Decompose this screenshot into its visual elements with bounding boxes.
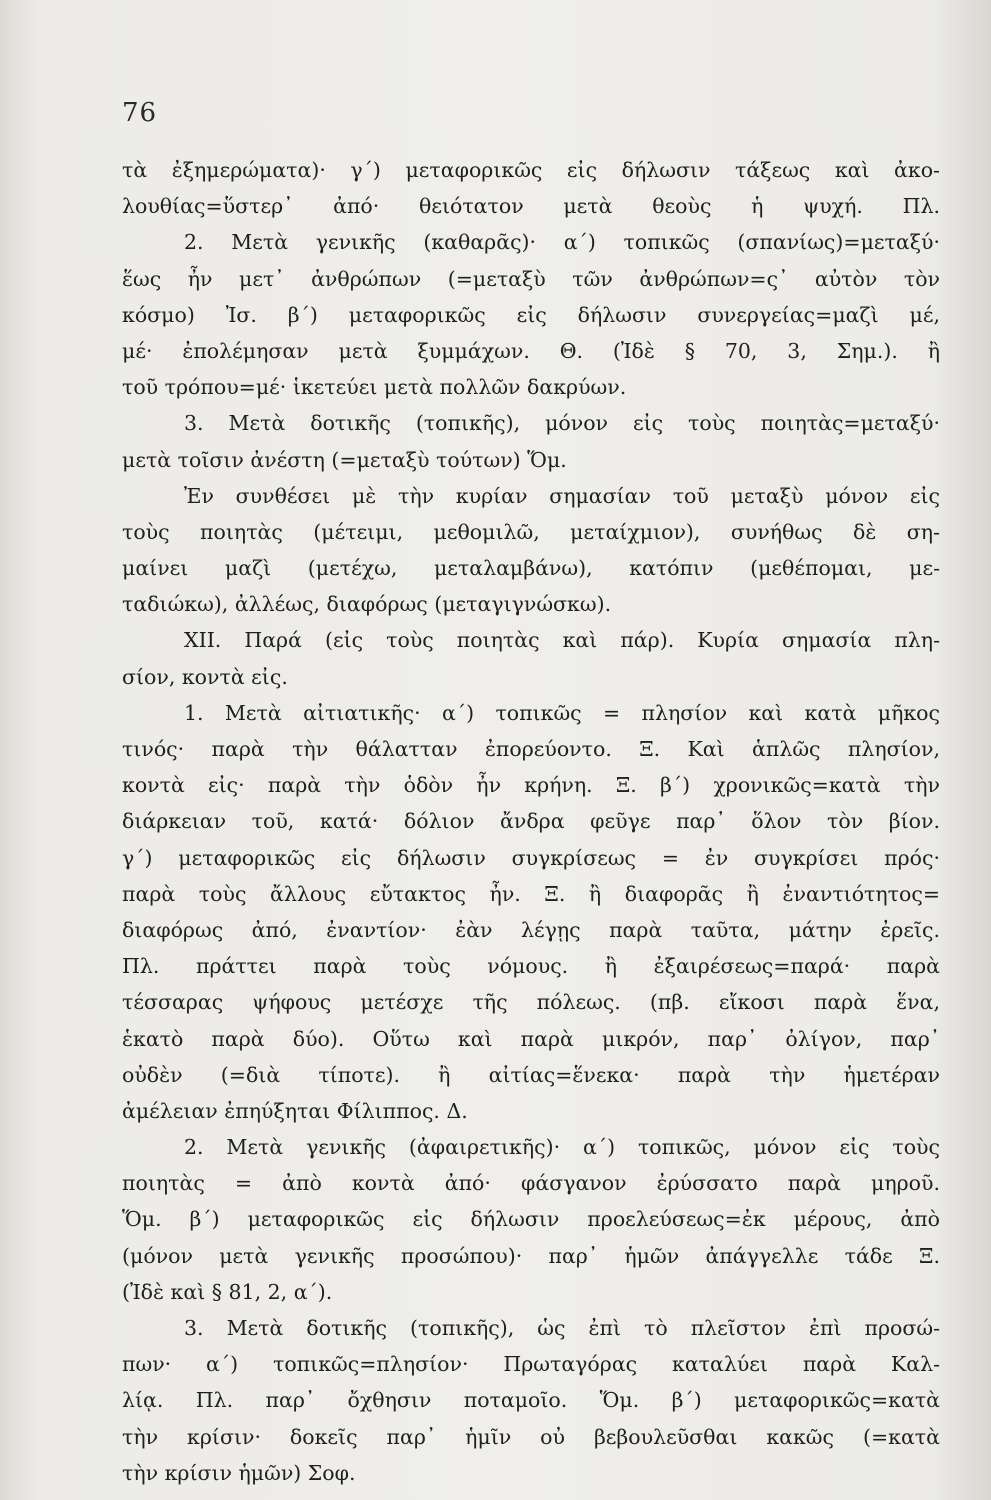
text-line: τὴν κρίσιν ἡμῶν) Σοφ.	[122, 1460, 356, 1485]
text-line: διάρκειαν τοῦ, κατά· δόλιον ἄνδρα φεῦγε παρ᾽ ὅλον τὸν βίον.	[122, 809, 940, 834]
text-line: τὰ ἐξημερώματα)· γ΄) μεταφορικῶς εἰς δήλωσιν τάξεως καὶ ἀκο-	[122, 158, 940, 182]
text-line: ποιητὰς = ἀπὸ κοντὰ ἀπό· φάσγανον ἐρύσσατο παρὰ μηροῦ.	[122, 1171, 940, 1196]
text-line: (Ἰδὲ καὶ § 81, 2, α΄).	[122, 1279, 333, 1304]
text-line: μετὰ τοῖσιν ἀνέστη (=μεταξὺ τούτων) Ὅμ.	[122, 447, 567, 472]
text-line: τοῦ τρόπου=μέ· ἱκετεύει μετὰ πολλῶν δακρύων.	[122, 375, 627, 400]
page-number: 76	[122, 98, 158, 128]
text-line: μαίνει μαζὶ (μετέχω, μεταλαμβάνω), κατόπιν (μεθέπομαι, με-	[122, 556, 940, 581]
text-line: τοὺς ποιητὰς (μέτειμι, μεθομιλῶ, μεταίχμιον), συνήθως δὲ ση-	[122, 519, 940, 544]
text-line: 3. Μετὰ δοτικῆς (τοπικῆς), μόνον εἰς τοὺς ποιητὰς=μεταξύ·	[184, 411, 940, 436]
text-line: λίᾳ. Πλ. παρ᾽ ὄχθησιν ποταμοῖο. Ὅμ. β΄) μεταφορικῶς=κατὰ	[122, 1388, 940, 1413]
text-line: μέ· ἐπολέμησαν μετὰ ξυμμάχων. Θ. (Ἰδὲ § 70, 3, Σημ.). ἢ	[122, 338, 940, 363]
text-line: οὐδὲν (=διὰ τίποτε). ἢ αἰτίας=ἕνεκα· παρὰ τὴν ἡμετέραν	[122, 1062, 940, 1087]
text-line: XII. Παρά (εἰς τοὺς ποιητὰς καὶ πάρ). Κυρία σημασία πλη-	[184, 628, 940, 653]
text-line: τέσσαρας ψήφους μετέσχε τῆς πόλεως. (πβ. εἴκοσι παρὰ ἕνα,	[122, 990, 940, 1015]
text-line: κόσμο) Ἰσ. β΄) μεταφορικῶς εἰς δήλωσιν συνεργείας=μαζὶ μέ,	[122, 302, 940, 327]
text-line: ἀμέλειαν ἐπηύξηται Φίλιππος. Δ.	[122, 1098, 468, 1123]
text-line: τινός· παρὰ τὴν θάλατταν ἐπορεύοντο. Ξ. Καὶ ἁπλῶς πλησίον,	[122, 737, 940, 761]
text-line: Ὅμ. β΄) μεταφορικῶς εἰς δήλωσιν προελεύσεως=ἐκ μέρους, ἀπὸ	[122, 1207, 940, 1232]
text-line: ἑκατὸ παρὰ δύο). Οὕτω καὶ παρὰ μικρόν, παρ᾽ ὀλίγον, παρ᾽	[122, 1026, 940, 1051]
text-line: 3. Μετὰ δοτικῆς (τοπικῆς), ὡς ἐπὶ τὸ πλεῖστον ἐπὶ προσώ-	[184, 1316, 940, 1340]
text-line: τὴν κρίσιν· δοκεῖς παρ᾽ ἡμῖν οὐ βεβουλεῦσθαι κακῶς (=κατὰ	[122, 1424, 940, 1449]
text-line: γ΄) μεταφορικῶς εἰς δήλωσιν συγκρίσεως = ἐν συγκρίσει πρός·	[122, 845, 940, 870]
text-line: παρὰ τοὺς ἄλλους εὔτακτος ἦν. Ξ. ἢ διαφορᾶς ἢ ἐναντιότητος=	[122, 881, 940, 906]
text-line: κοντὰ εἰς· παρὰ τὴν ὁδὸν ἦν κρήνη. Ξ. β΄) χρονικῶς=κατὰ τὴν	[122, 773, 940, 798]
text-line: ταδιώκω), ἀλλέως, διαφόρως (μεταγιγνώσκω).	[122, 592, 612, 617]
text-line: 2. Μετὰ γενικῆς (ἀφαιρετικῆς)· α΄) τοπικῶς, μόνον εἰς τοὺς	[184, 1135, 940, 1160]
text-line: 1. Μετὰ αἰτιατικῆς· α΄) τοπικῶς = πλησίον καὶ κατὰ μῆκος	[184, 700, 940, 725]
text-line: πων· α΄) τοπικῶς=πλησίον· Πρωταγόρας καταλύει παρὰ Καλ-	[122, 1352, 940, 1377]
text-line: λουθίας=ὕστερ᾽ ἀπό· θειότατον μετὰ θεοὺς ἡ ψυχή. Πλ.	[122, 194, 940, 219]
text-line: Πλ. πράττει παρὰ τοὺς νόμους. ἢ ἐξαιρέσεως=παρά· παρὰ	[122, 954, 940, 979]
text-line: ἕως ἦν μετ᾽ ἀνθρώπων (=μεταξὺ τῶν ἀνθρώπων=ς᾽ αὐτὸν τὸν	[122, 266, 940, 291]
body-text	[122, 152, 940, 1491]
text-line: Ἐν συνθέσει μὲ τὴν κυρίαν σημασίαν τοῦ μεταξὺ μόνον εἰς	[184, 483, 940, 508]
text-line: διαφόρως ἀπό, ἐναντίον· ἐὰν λέγῃς παρὰ ταῦτα, μάτην ἐρεῖς.	[122, 917, 940, 942]
text-line: 2. Μετὰ γενικῆς (καθαρᾶς)· α΄) τοπικῶς (σπανίως)=μεταξύ·	[184, 230, 940, 255]
text-line: σίον, κοντὰ εἰς.	[122, 664, 288, 689]
text-line: (μόνον μετὰ γενικῆς προσώπου)· παρ᾽ ἡμῶν ἀπάγγελλε τάδε Ξ.	[122, 1243, 940, 1268]
